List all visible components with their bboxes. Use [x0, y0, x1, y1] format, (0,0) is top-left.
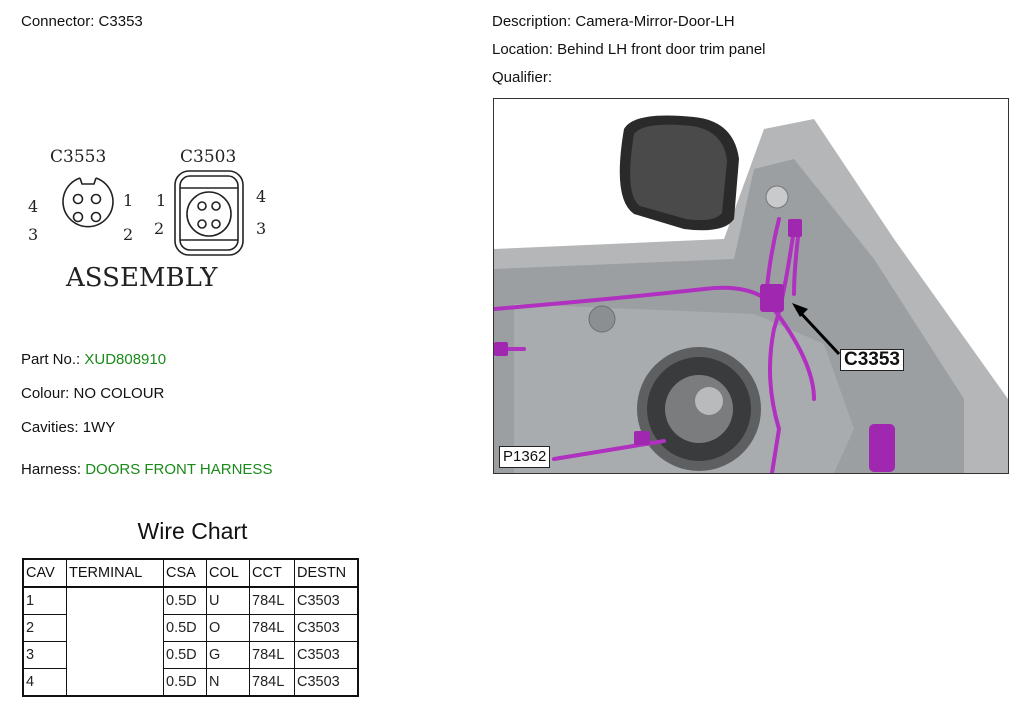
cell-cct: 784L	[250, 615, 295, 642]
wire-chart-title: Wire Chart	[137, 518, 248, 544]
qualifier-field	[492, 69, 552, 86]
cell-csa: 0.5D	[164, 615, 207, 642]
harness-link[interactable]: DOORS FRONT HARNESS	[85, 461, 273, 478]
cavities-value: 1WY	[82, 419, 116, 436]
part-number-link[interactable]: XUD808910	[84, 351, 167, 368]
header-cct: CCT	[250, 559, 295, 587]
cell-cav: 3	[23, 642, 67, 669]
part-number-label: Part No.:	[21, 351, 81, 368]
location-value: Behind LH front door trim panel	[557, 41, 766, 58]
cavities-label: Cavities:	[21, 419, 79, 436]
cell-col: N	[207, 669, 250, 697]
photo-callout-secondary: P1362	[499, 446, 550, 468]
connector-value: C3353	[98, 13, 143, 30]
header-csa: CSA	[164, 559, 207, 587]
cell-destn: C3503	[295, 587, 359, 615]
wire-chart-table	[22, 558, 359, 697]
cell-destn: C3503	[295, 669, 359, 697]
connector-pinout-diagram	[20, 138, 280, 298]
left-connector-shape	[63, 178, 113, 227]
cell-cav: 2	[23, 615, 67, 642]
left-connector-name: C3553	[50, 147, 107, 167]
assembly-caption: ASSEMBLY	[66, 263, 218, 293]
header-destn: DESTN	[295, 559, 359, 587]
location-label: Location:	[492, 41, 553, 58]
left-pin-4: 4	[28, 197, 39, 216]
description-label: Description:	[492, 13, 572, 30]
cell-cav: 4	[23, 669, 67, 697]
description-value: Camera-Mirror-Door-LH	[575, 13, 735, 30]
cell-terminal	[67, 587, 164, 696]
cell-cct: 784L	[250, 587, 295, 615]
right-connector-name: C3503	[180, 147, 237, 167]
header-terminal: TERMINAL	[67, 559, 164, 587]
right-pin-1: 1	[156, 191, 167, 210]
cell-col: G	[207, 642, 250, 669]
left-pin-2: 2	[123, 225, 134, 244]
harness-field	[21, 461, 272, 478]
cell-cav: 1	[23, 587, 67, 615]
colour-field	[21, 385, 164, 402]
cell-csa: 0.5D	[164, 642, 207, 669]
harness-label: Harness:	[21, 461, 82, 478]
cell-col: U	[207, 587, 250, 615]
cell-csa: 0.5D	[164, 669, 207, 697]
right-pin-4: 4	[256, 187, 267, 206]
location-field	[492, 41, 766, 58]
location-photo	[493, 98, 1009, 474]
colour-value: NO COLOUR	[73, 385, 165, 402]
right-pin-3: 3	[256, 219, 267, 238]
description-field	[492, 13, 735, 30]
table-row	[23, 587, 358, 615]
cell-cct: 784L	[250, 669, 295, 697]
header-cav: CAV	[23, 559, 67, 587]
colour-label: Colour:	[21, 385, 70, 402]
cell-destn: C3503	[295, 615, 359, 642]
header-col: COL	[207, 559, 250, 587]
right-pin-2: 2	[154, 219, 165, 238]
cell-cct: 784L	[250, 642, 295, 669]
cavities-field	[21, 419, 115, 436]
left-pin-1: 1	[123, 191, 134, 210]
left-pin-3: 3	[28, 225, 39, 244]
qualifier-label: Qualifier:	[492, 69, 553, 86]
right-connector-shape	[175, 171, 243, 255]
cell-csa: 0.5D	[164, 587, 207, 615]
cell-destn: C3503	[295, 642, 359, 669]
connector-label: Connector:	[21, 13, 95, 30]
connector-field	[21, 13, 143, 30]
cell-col: O	[207, 615, 250, 642]
wire-chart-header-row	[23, 559, 358, 587]
photo-callout-main: C3353	[840, 349, 904, 371]
part-number-field	[21, 351, 166, 368]
